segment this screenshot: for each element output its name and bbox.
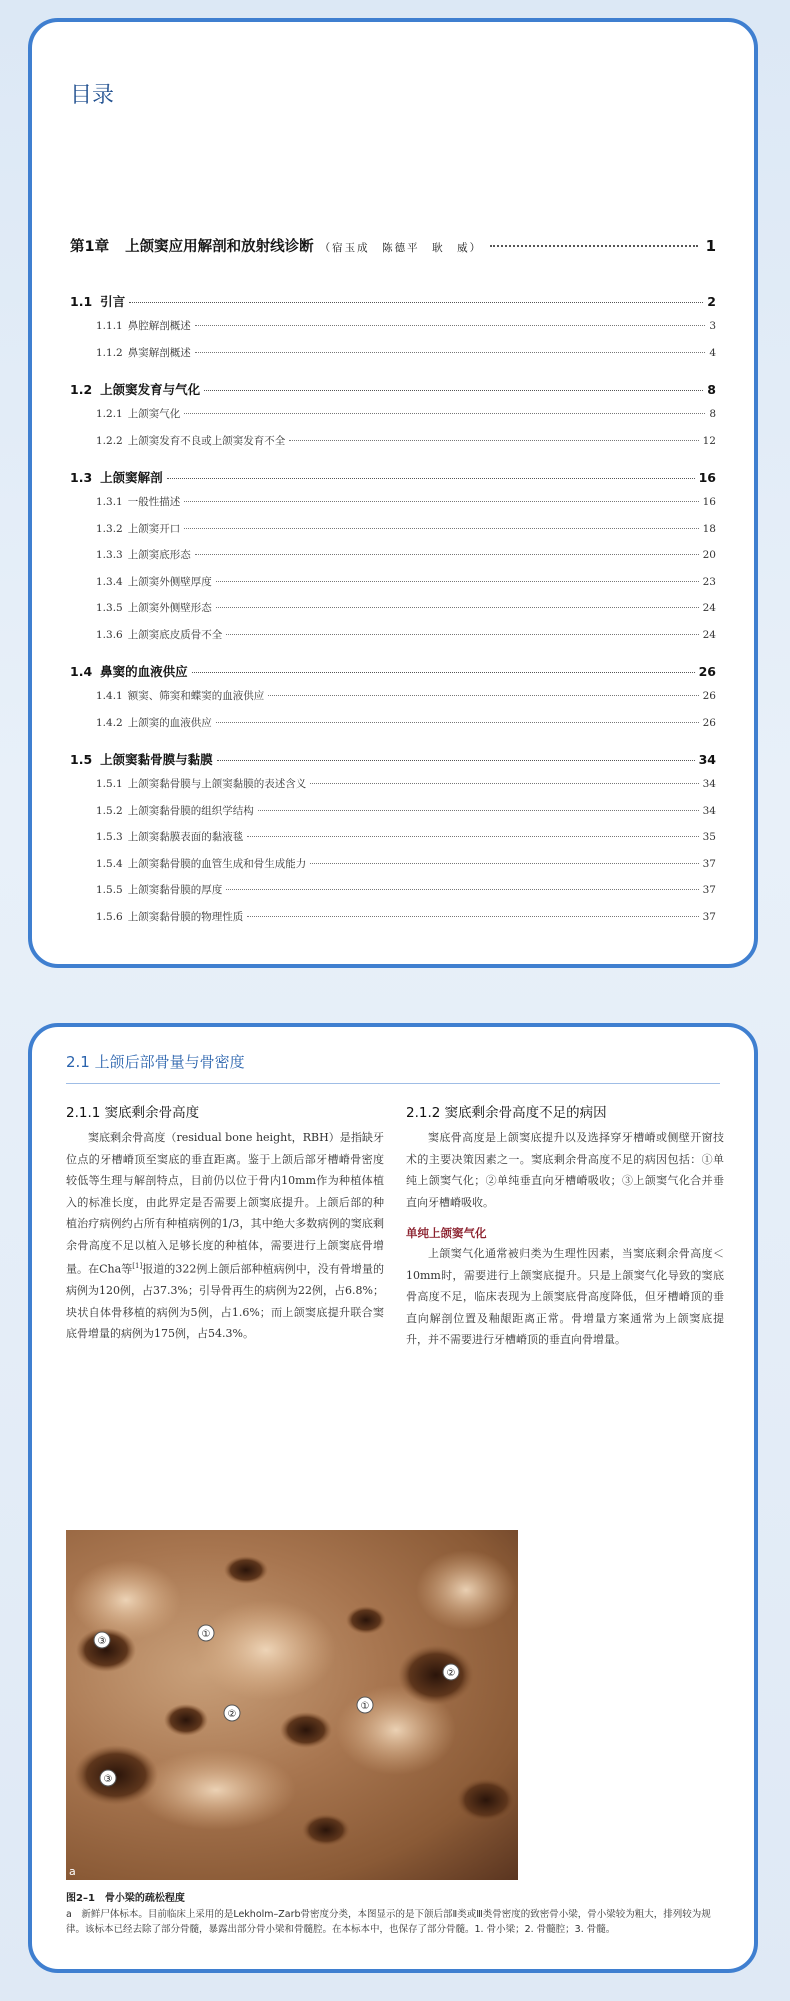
content-page-card (28, 1023, 758, 1973)
toc-subsection-entry[interactable] (70, 406, 716, 433)
section-page: 8 (707, 382, 716, 397)
toc-section-entry[interactable] (70, 662, 716, 688)
dot-leader (216, 581, 699, 582)
subsection-page: 35 (702, 831, 716, 843)
left-body (66, 1127, 384, 1345)
left-heading: 2.1.1 窦底剩余骨高度 (66, 1105, 200, 1121)
toc-title: 目录 (70, 83, 115, 108)
subsection-code: 1.5.2 (96, 804, 123, 817)
dot-leader (310, 863, 698, 864)
subsection-code: 1.3.5 (96, 602, 123, 614)
marker-3: ② (227, 1709, 237, 1720)
dot-leader (195, 352, 706, 353)
subsection-page: 37 (702, 884, 716, 896)
subsection-page: 26 (702, 690, 716, 702)
subsection-title: 上颌窦开口 (127, 522, 181, 535)
chapter-page: 1 (705, 237, 716, 255)
subsection-page: 18 (702, 522, 716, 535)
chapter-number: 第1章 (70, 239, 110, 255)
marker-5: ② (446, 1668, 456, 1679)
toc-subsection-entry[interactable] (70, 547, 716, 574)
subsection-code: 1.5.5 (96, 884, 123, 896)
subsection-page: 26 (702, 716, 716, 729)
section-page: 2 (707, 294, 716, 309)
section-title: 引言 (100, 294, 126, 309)
subsection-title: 上颌窦黏膜表面的黏液毯 (127, 831, 244, 843)
dot-leader (184, 413, 705, 414)
chapter-authors: （宿玉成 陈德平 耿 威） (319, 242, 483, 254)
toc-subsection-entry[interactable] (70, 574, 716, 601)
toc-subsection-entry[interactable] (70, 494, 716, 521)
marker-2: ③ (97, 1636, 107, 1647)
subsection-page: 12 (702, 434, 716, 447)
section-title: 上颌窦发育与气化 (100, 382, 201, 397)
subsection-title: 上颌窦外侧壁形态 (127, 602, 212, 614)
section-code: 1.3 (70, 470, 93, 485)
dot-leader (289, 440, 698, 441)
section-code: 1.4 (70, 664, 93, 679)
subsection-page: 34 (702, 804, 716, 817)
toc-section-entry[interactable] (70, 292, 716, 318)
section-title: 上颌窦解剖 (100, 470, 163, 485)
chapter-title: 上颌窦应用解剖和放射线诊断 (125, 239, 314, 255)
section-code: 1.5 (70, 752, 93, 767)
subsection-code: 1.5.4 (96, 857, 123, 870)
toc-section-entry[interactable] (70, 380, 716, 406)
dot-leader (217, 760, 695, 761)
right-body-2: 上颌窦气化通常被归类为生理性因素，当窦底剩余骨高度＜10mm时，需要进行上颌窦底提升。只是上颌窦气化导致的窦底骨高度不足，临床表现为上颌窦底骨高度降低，但牙槽嵴顶的垂直向解剖位置及釉龈距离正常。骨增量方案通常为上颌窦底提升，并不需要进行牙槽嵴顶的垂直向骨增量。 (406, 1247, 724, 1346)
subsection-code: 1.3.2 (96, 522, 123, 535)
dot-leader (204, 390, 703, 391)
subsection-title: 一般性描述 (127, 496, 181, 508)
dot-leader (192, 672, 695, 673)
subsection-title: 上颌窦发育不良或上颌窦发育不全 (127, 434, 286, 447)
subsection-title: 上颌窦黏骨膜的厚度 (127, 884, 223, 896)
toc-subsection-entry[interactable] (70, 688, 716, 715)
caption-body: a 新鲜尸体标本。目前临床上采用的是Lekholm–Zarb骨密度分类，本图显示的是下颌后部Ⅱ类或Ⅲ类骨密度的致密骨小梁，骨小梁较为粗大，排列较为规律。该标本已经去除了部分骨髓，暴露出部分骨小梁和骨髓腔。在本标本中，也保存了部分骨髓。1. 骨小梁；2. 骨髓腔；3. 骨髓。 (66, 1909, 711, 1935)
left-body-part1: 窦底剩余骨高度（residual bone height，RBH）是指缺牙位点的牙槽嵴顶至窦底的垂直距离。鉴于上颌后部牙槽嵴骨密度较低等生理与解剖特点，目前仍以位于骨内10mm作为种植体植入的标准长度，由此界定是否需要上颌窦底提升。上颌后部的种植治疗病例约占所有种植病例的1/3，其中绝大多数病例的窦底剩余骨高度不足以植入足够长度的种植体，需要进行上颌窦底骨增量。在Cha等 (66, 1131, 384, 1276)
toc-subsection-entry[interactable] (70, 829, 716, 856)
subsection-page: 34 (702, 778, 716, 790)
subsection-title: 上颌窦气化 (127, 408, 181, 420)
subsection-title: 鼻窦解剖概述 (127, 346, 191, 359)
subsection-title: 上颌窦黏骨膜与上颌窦黏膜的表述含义 (127, 778, 307, 790)
subsection-page: 37 (702, 857, 716, 870)
subsection-code: 1.3.6 (96, 628, 123, 641)
toc-card (28, 18, 758, 968)
toc-subsection-entry[interactable] (70, 882, 716, 909)
toc-subsection-entry[interactable] (70, 521, 716, 548)
subsection-code: 1.3.4 (96, 575, 123, 588)
subsection-code: 1.5.1 (96, 778, 123, 790)
dot-leader (184, 528, 698, 529)
right-body: 窦底骨高度是上颌窦底提升以及选择穿牙槽嵴或侧壁开窗技术的主要决策因素之一。窦底剩余骨高度不足的病因包括：①单纯上颌窦气化；②单纯垂直向牙槽嵴吸收；③上颌窦气化合并垂直向牙槽嵴吸收。 (406, 1131, 724, 1209)
dot-leader (226, 634, 698, 635)
subsection-title: 鼻腔解剖概述 (127, 320, 191, 332)
citation: [1] (132, 1262, 143, 1270)
dot-leader (167, 478, 695, 479)
toc-subsection-entry[interactable] (70, 856, 716, 883)
dot-leader (195, 325, 706, 326)
subsection-page: 37 (702, 910, 716, 923)
subsection-code: 1.1.1 (96, 320, 123, 332)
right-column (406, 1101, 724, 1351)
section-title: 鼻窦的血液供应 (100, 664, 188, 679)
subsection-title: 上颌窦黏骨膜的物理性质 (127, 910, 244, 923)
dot-leader (195, 554, 699, 555)
dot-leader (129, 302, 703, 303)
right-subheading: 单纯上颌窦气化 (406, 1226, 487, 1240)
toc-subsection-entry[interactable] (70, 318, 716, 345)
dot-leader (247, 836, 698, 837)
marker-4: ① (360, 1701, 370, 1712)
toc-subsection-entry[interactable] (70, 776, 716, 803)
section-code: 1.1 (70, 294, 93, 309)
subsection-code: 1.4.2 (96, 716, 123, 729)
section-page: 16 (698, 470, 716, 485)
subsection-title: 额窦、筛窦和蝶窦的血液供应 (127, 690, 265, 702)
toc-subsection-entry[interactable] (70, 433, 716, 460)
dot-leader (184, 501, 698, 502)
dot-leader (216, 722, 699, 723)
subsection-title: 上颌窦底形态 (127, 549, 191, 561)
subsection-page: 24 (702, 628, 716, 641)
marker-6: ③ (103, 1774, 113, 1785)
subsection-page: 23 (702, 575, 716, 588)
subsection-page: 24 (702, 602, 716, 614)
subsection-code: 1.3.3 (96, 549, 123, 561)
subsection-page: 8 (709, 408, 716, 420)
toc-subsection-entry[interactable] (70, 627, 716, 654)
section-page: 26 (698, 664, 716, 679)
subsection-title: 上颌窦的血液供应 (127, 716, 212, 729)
section-code: 1.2 (70, 382, 93, 397)
subsection-title: 上颌窦外侧壁厚度 (127, 575, 212, 588)
marker-1: ① (201, 1629, 211, 1640)
subsection-title: 上颌窦黏骨膜的血管生成和骨生成能力 (127, 857, 307, 870)
subsection-code: 1.2.2 (96, 434, 123, 447)
left-column (66, 1101, 384, 1345)
subsection-code: 1.4.1 (96, 690, 123, 702)
section-divider (66, 1083, 720, 1084)
dot-leader (268, 695, 698, 696)
subsection-code: 1.3.1 (96, 496, 123, 508)
toc-list (70, 292, 716, 935)
toc-section-entry[interactable] (70, 468, 716, 494)
left-body-part2: 报道的322例上颌后部种植病例中，没有骨增量的病例为120例，占37.3%；引导骨再生的病例为22例，占6.8%；块状自体骨移植的病例为5例，占1.6%；而上颌窦底提升联合窦底骨增量的病例为175例，占54.3%。 (66, 1262, 385, 1341)
toc-subsection-entry[interactable] (70, 803, 716, 830)
subsection-page: 3 (709, 320, 716, 332)
figure-caption (66, 1889, 720, 1937)
subsection-page: 4 (709, 346, 716, 359)
section-title: 2.1 上颌后部骨量与骨密度 (66, 1053, 245, 1071)
toc-subsection-entry[interactable] (70, 715, 716, 742)
panel-letter: a (69, 1865, 76, 1878)
dot-leader (216, 607, 699, 608)
subsection-page: 16 (702, 496, 716, 508)
dot-leader (310, 783, 698, 784)
photo-illustration (66, 1530, 518, 1880)
caption-title: 图2–1 骨小梁的疏松程度 (66, 1893, 185, 1904)
subsection-code: 1.1.2 (96, 346, 123, 359)
subsection-code: 1.2.1 (96, 408, 123, 420)
bone-trabecula-photo (66, 1530, 518, 1880)
subsection-code: 1.5.6 (96, 910, 123, 923)
toc-section-entry[interactable] (70, 750, 716, 776)
subsection-title: 上颌窦底皮质骨不全 (127, 628, 223, 641)
subsection-page: 20 (702, 549, 716, 561)
dot-leader (226, 889, 698, 890)
toc-subsection-entry[interactable] (70, 600, 716, 627)
subsection-code: 1.5.3 (96, 831, 123, 843)
dot-leader (247, 916, 698, 917)
toc-subsection-entry[interactable] (70, 345, 716, 372)
subsection-title: 上颌窦黏骨膜的组织学结构 (127, 804, 254, 817)
dot-leader (258, 810, 699, 811)
dot-leader (490, 245, 697, 247)
right-heading: 2.1.2 窦底剩余骨高度不足的病因 (406, 1105, 607, 1121)
section-title: 上颌窦黏骨膜与黏膜 (100, 752, 213, 767)
section-page: 34 (698, 752, 716, 767)
toc-subsection-entry[interactable] (70, 909, 716, 936)
toc-chapter-entry[interactable] (70, 235, 716, 256)
